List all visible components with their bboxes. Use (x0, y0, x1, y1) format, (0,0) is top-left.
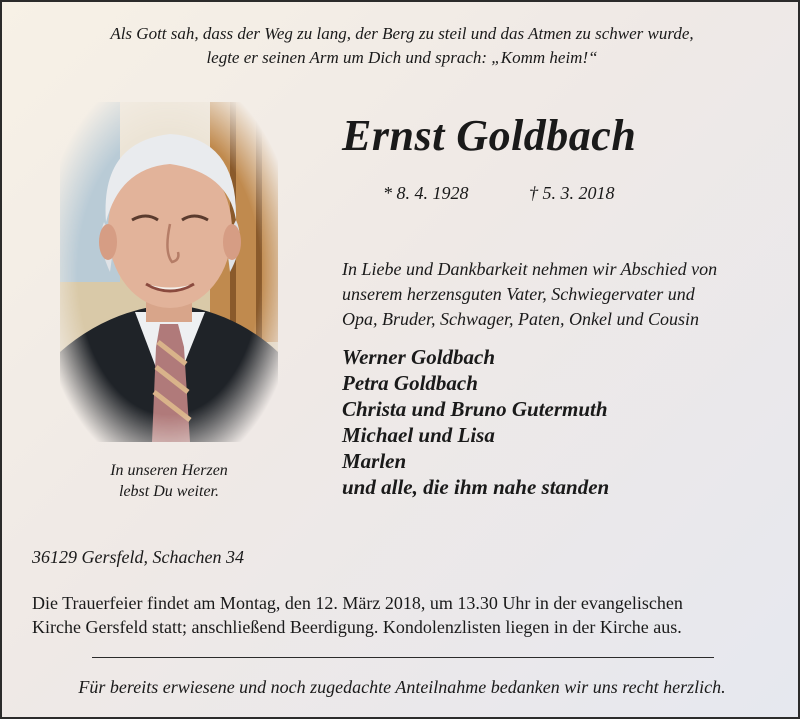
farewell-line-3: Opa, Bruder, Schwager, Paten, Onkel und Cousin (342, 309, 699, 329)
portrait-photo (60, 102, 278, 442)
thanks-note: Für bereits erwiesene und noch zugedachte Anteilnahme bedanken wir uns recht herzlich. (78, 677, 726, 697)
farewell-line-2: unserem herzensguten Vater, Schwiegervater und (342, 284, 695, 304)
caption-line-1: In unseren Herzen (110, 462, 228, 479)
mourner-name: und alle, die ihm nahe standen (342, 475, 610, 499)
farewell-line-1: In Liebe und Dankbarkeit nehmen wir Abschied von (342, 259, 718, 279)
birth-date: * 8. 4. 1928 (383, 183, 469, 203)
death-date: † 5. 3. 2018 (529, 183, 615, 203)
quote-line-1: Als Gott sah, dass der Weg zu lang, der Berg zu steil und das Atmen zu schwer wurde, (110, 24, 694, 43)
family-address: 36129 Gersfeld, Schachen 34 (32, 547, 244, 567)
portrait-illustration (60, 102, 278, 442)
quote-line-2: legte er seinen Arm um Dich und sprach: „Komm heim!“ (206, 48, 598, 67)
portrait-caption (60, 460, 278, 502)
service-line-1: Die Trauerfeier findet am Montag, den 12. März 2018, um 13.30 Uhr in der evangelischen (32, 593, 683, 613)
caption-line-2: lebst Du weiter. (119, 483, 219, 500)
service-line-2: Kirche Gersfeld statt; anschließend Beerdigung. Kondolenzlisten liegen in der Kirche aus. (32, 617, 682, 637)
mourner-name: Werner Goldbach (342, 345, 496, 369)
mourner-name: Christa und Bruno Gutermuth (342, 397, 608, 421)
mourner-name: Petra Goldbach (342, 371, 478, 395)
opening-quote (2, 22, 800, 70)
farewell-text (342, 257, 792, 332)
deceased-name: Ernst Goldbach (342, 111, 637, 160)
mourner-name: Marlen (342, 449, 407, 473)
mourners-list (342, 344, 782, 500)
divider-line (92, 657, 714, 658)
mourner-name: Michael und Lisa (342, 423, 495, 447)
funeral-service-notice (32, 591, 792, 639)
